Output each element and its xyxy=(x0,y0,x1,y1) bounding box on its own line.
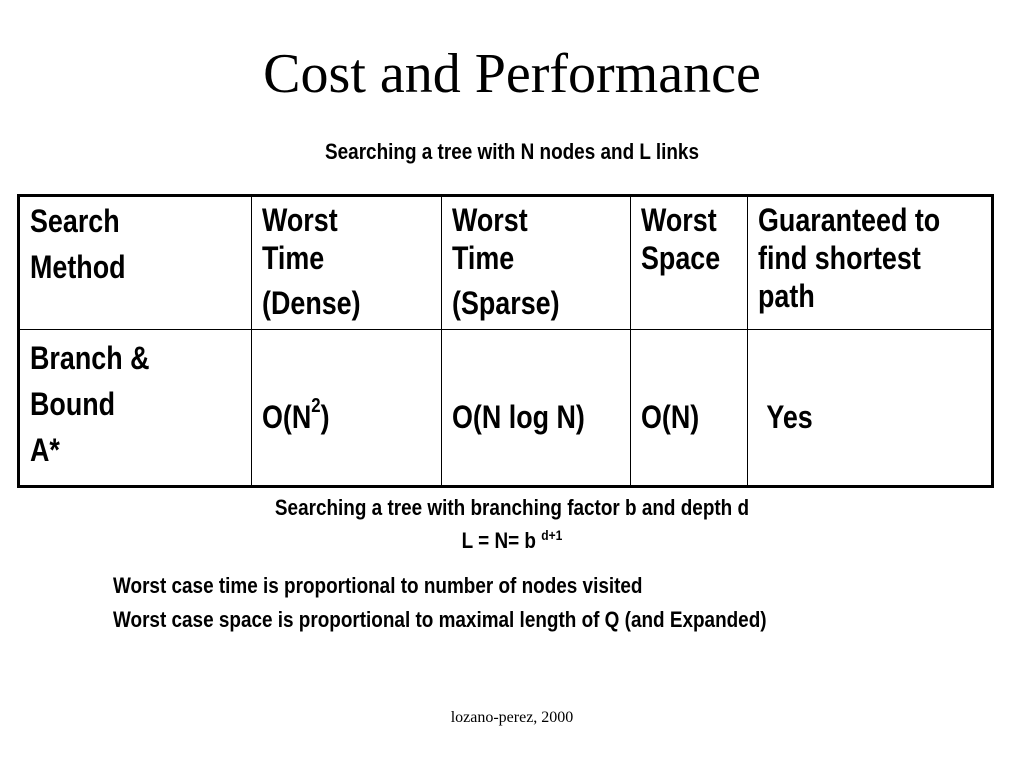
header-line: Worst xyxy=(262,202,338,238)
method-name: Branch & xyxy=(30,340,150,376)
complexity-value: O(N log N) xyxy=(452,398,585,435)
method-name: A* xyxy=(30,432,60,468)
header-worst-space xyxy=(631,196,748,330)
table-header-row xyxy=(19,196,993,330)
header-worst-time-sparse xyxy=(442,196,631,330)
complexity-exponent: 2 xyxy=(311,394,321,417)
table-row xyxy=(19,330,993,487)
cell-worst-time-dense xyxy=(252,330,442,487)
slide-subtitle: Searching a tree with N nodes and L links xyxy=(325,139,699,164)
space-note: Worst case space is proportional to maximal length of Q (and Expanded) xyxy=(113,607,767,632)
header-search-method xyxy=(19,196,252,330)
header-line: Worst xyxy=(452,202,528,238)
complexity-base: O(N xyxy=(262,398,312,435)
formula-base: L = N= b xyxy=(461,528,542,553)
header-line: Guaranteed to xyxy=(758,202,941,238)
header-line: Time xyxy=(452,240,515,276)
cell-worst-time-sparse xyxy=(442,330,631,487)
guarantee-value: Yes xyxy=(766,398,813,435)
header-guaranteed-shortest xyxy=(748,196,993,330)
time-note: Worst case time is proportional to number of nodes visited xyxy=(113,573,643,598)
header-line: Method xyxy=(30,249,126,285)
formula-note xyxy=(72,527,953,555)
cell-worst-space xyxy=(631,330,748,487)
complexity-value: O(N) xyxy=(641,398,700,435)
header-line: Worst xyxy=(641,202,717,238)
cell-methods xyxy=(19,330,252,487)
header-line: Space xyxy=(641,240,721,276)
header-line: find shortest xyxy=(758,240,921,276)
slide-title: Cost and Performance xyxy=(263,43,761,105)
complexity-close: ) xyxy=(320,398,330,435)
header-line: Search xyxy=(30,203,120,239)
header-worst-time-dense xyxy=(252,196,442,330)
header-line: (Dense) xyxy=(262,285,361,321)
formula-exponent: d+1 xyxy=(541,527,563,543)
header-line: Time xyxy=(262,240,325,276)
footer-credit: lozano-perez, 2000 xyxy=(450,709,574,726)
header-line: path xyxy=(758,278,815,314)
header-line: (Sparse) xyxy=(452,285,560,321)
cost-performance-table xyxy=(17,194,994,488)
method-name: Bound xyxy=(30,386,116,422)
cell-guaranteed xyxy=(748,330,993,487)
branching-note: Searching a tree with branching factor b and depth d xyxy=(274,495,750,520)
